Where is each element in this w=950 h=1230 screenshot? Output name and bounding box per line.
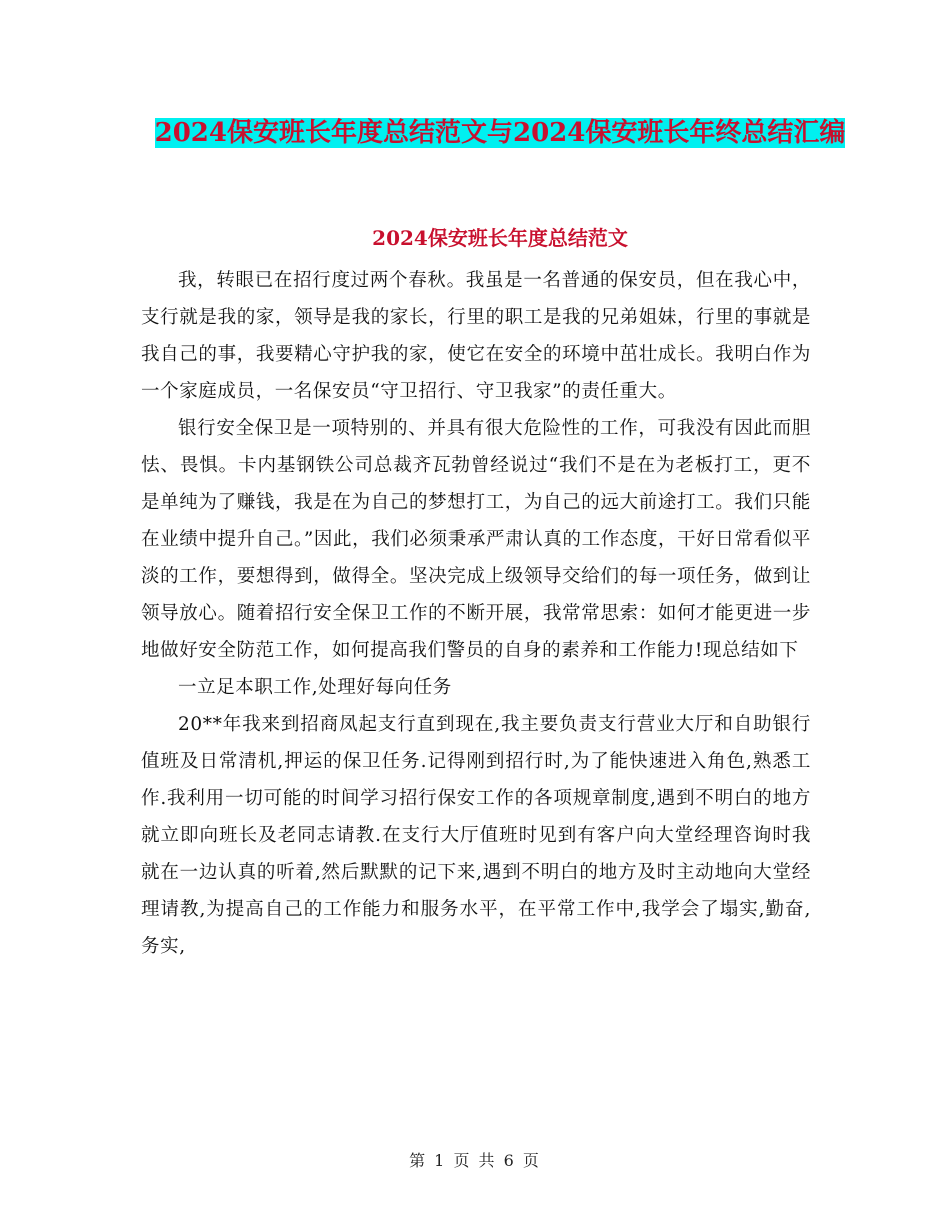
section-title: 2024保安班长年度总结范文	[372, 226, 628, 250]
paragraph-2: 银行安全保卫是一项特别的、并具有很大危险性的工作，可我没有因此而胆怯、畏惧。卡内基钢铁公司总裁齐瓦勃曾经说过“我们不是在为老板打工，更不是单纯为了赚钱，我是在为自己的梦想打工，为自己的远大前途打工。我们只能在业绩中提升自己。”因此，我们必须秉承严肃认真的工作态度，干好日常看似平淡的工作，要想得到，做得全。坚决完成上级领导交给们的每一项任务，做到让领导放心。随着招行安全保卫工作的不断开展，我常常思索：如何才能更进一步地做好安全防范工作，如何提高我们警员的自身的素养和工作能力!现总结如下	[141, 418, 811, 661]
paragraph-1: 我，转眼已在招行度过两个春秋。我虽是一名普通的保安员，但在我心中，支行就是我的家，领导是我的家长，行里的职工是我的兄弟姐妹，行里的事就是我自己的事，我要精心守护我的家，使它在安全的环境中茁壮成长。我明白作为一个家庭成员，一名保安员“守卫招行、守卫我家”的责任重大。	[141, 270, 811, 402]
document-body	[141, 262, 811, 965]
page-footer: 第 1 页 共 6 页	[409, 1151, 541, 1170]
paragraph-heading-1: 一立足本职工作,处理好每向任务	[178, 677, 452, 698]
document-title-text: 2024保安班长年度总结范文与2024保安班长年终总结汇编	[154, 118, 846, 148]
paragraph-3: 20**年我来到招商凤起支行直到现在,我主要负责支行营业大厅和自助银行值班及日常清机,押运的保卫任务.记得刚到招行时,为了能快速进入角色,熟悉工作.我利用一切可能的时间学习招行保安工作的各项规章制度,遇到不明白的地方就立即向班长及老同志请教.在支行大厅值班时见到有客户向大堂经理咨询时我就在一边认真的听着,然后默默的记下来,遇到不明白的地方及时主动地向大堂经理请教,为提高自己的工作能力和服务水平，在平常工作中,我学会了塌实,勤奋,务实,	[141, 714, 811, 957]
document-title	[140, 110, 860, 156]
